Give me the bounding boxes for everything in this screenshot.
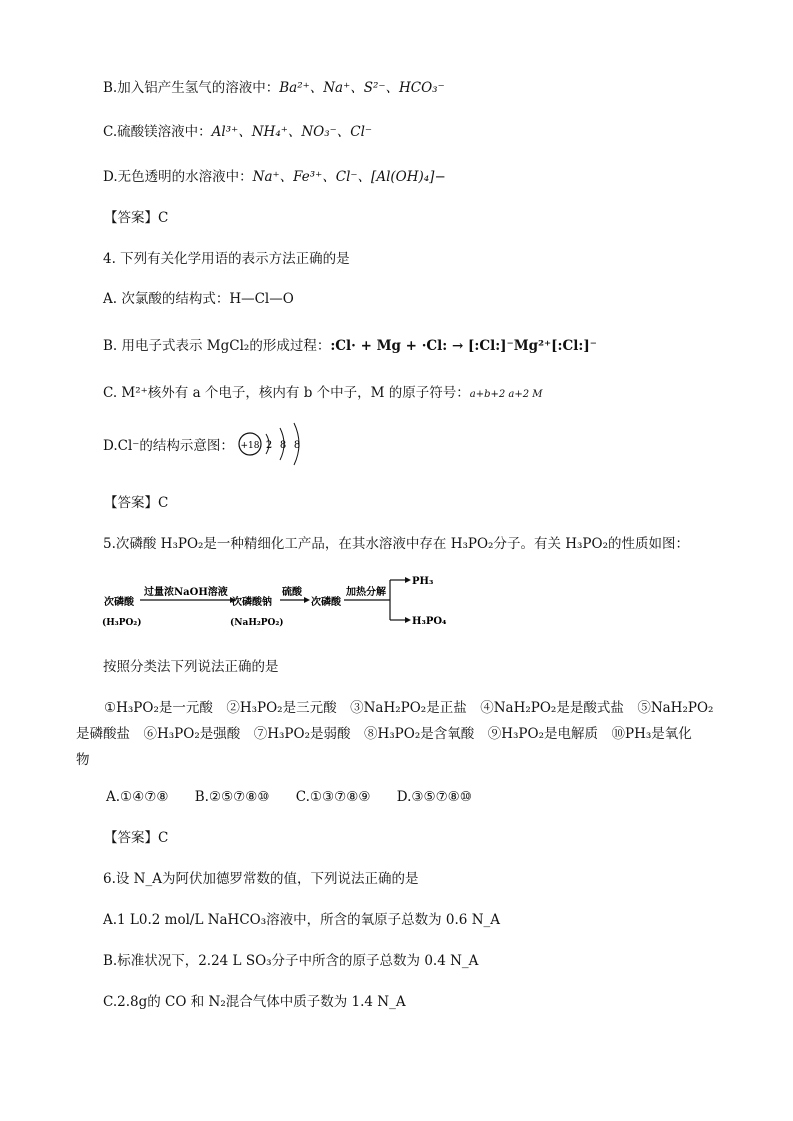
flow-mid: 次磷酸钠	[232, 597, 272, 608]
q5-intro: 按照分类法下列说法正确的是	[103, 659, 279, 675]
flow-step3: 加热分解	[346, 587, 386, 598]
q5-options	[106, 789, 494, 805]
q3-option-d	[103, 165, 446, 185]
q3-answer: 【答案】C	[104, 210, 169, 226]
q4-option-a: A. 次氯酸的结构式：H—Cl—O	[103, 291, 294, 307]
flow-product1: PH₃	[412, 576, 434, 587]
q4-option-c	[103, 381, 543, 401]
q5-statements-line3: 物	[76, 752, 90, 768]
hypophosphorous-flow-diagram	[100, 568, 460, 632]
q5-option-c: C.①③⑦⑧⑨	[295, 789, 371, 805]
flow-product2: H₃PO₄	[412, 616, 447, 627]
flow-step2: 硫酸	[282, 587, 302, 598]
q5-statements-line1: ①H₃PO₂是一元酸 ②H₃PO₂是三元酸 ③NaH₂PO₂是正盐 ④NaH₂PO₂是是酸式盐 ⑤NaH₂PO₂	[104, 700, 714, 716]
q6-stem: 6.设 N_A为阿伏加德罗常数的值，下列说法正确的是	[103, 871, 419, 887]
q4-option-d-text: D.Cl⁻的结构示意图：	[103, 438, 234, 454]
q3-option-b-text: B.加入铝产生氢气的溶液中：	[103, 80, 280, 96]
shell-1: 2	[265, 440, 273, 451]
flow-start-formula: (H₃PO₂)	[102, 618, 142, 628]
mgcl2-electron-formula: :Cl· + Mg + ·Cl: → [:Cl:]⁻Mg²⁺[:Cl:]⁻	[330, 338, 597, 354]
shell-2: 8	[279, 440, 287, 451]
nucleus-charge: +18	[240, 441, 260, 451]
shell-3: 8	[293, 440, 301, 451]
q6-option-b: B.标准状况下，2.24 L SO₃分子中所含的原子总数为 0.4 N_A	[103, 953, 479, 969]
q3-option-c-text: C.硫酸镁溶液中：	[103, 124, 212, 140]
q5-answer: 【答案】C	[104, 830, 169, 846]
q5-statements-line2: 是磷酸盐 ⑥H₃PO₂是强酸 ⑦H₃PO₂是弱酸 ⑧H₃PO₂是含氧酸 ⑨H₃PO₂是电解质 ⑩PH₃是氧化	[76, 726, 692, 742]
q6-option-a: A.1 L0.2 mol/L NaHCO₃溶液中，所含的氧原子总数为 0.6 N_A	[103, 912, 501, 928]
q4-option-b-text: B. 用电子式表示 MgCl₂的形成过程：	[103, 338, 331, 354]
q4-option-d	[103, 434, 234, 454]
q3-option-d-text: D.无色透明的水溶液中：	[103, 169, 253, 185]
q3-option-c	[103, 120, 372, 140]
q3-option-c-ions: Al³⁺、NH₄⁺、NO₃⁻、Cl⁻	[211, 124, 373, 140]
q3-option-b-ions: Ba²⁺、Na⁺、S²⁻、HCO₃⁻	[279, 80, 445, 96]
q6-option-c: C.2.8g的 CO 和 N₂混合气体中质子数为 1.4 N_A	[103, 994, 406, 1010]
q4-answer: 【答案】C	[104, 495, 169, 511]
q3-option-b	[103, 76, 445, 96]
flow-step1: 过量浓NaOH溶液	[144, 587, 228, 598]
q5-option-b: B.②⑤⑦⑧⑩	[194, 789, 270, 805]
flow-end: 次磷酸	[311, 597, 341, 608]
flow-start: 次磷酸	[104, 597, 134, 608]
atom-symbol: a+b+2 a+2 M	[469, 389, 543, 400]
q5-stem: 5.次磷酸 H₃PO₂是一种精细化工产品，在其水溶液中存在 H₃PO₂分子。有关 H₃PO₂的性质如图：	[103, 536, 689, 552]
q3-option-d-ions: Na⁺、Fe³⁺、Cl⁻、[Al(OH)₄]−	[252, 169, 446, 185]
q4-option-c-text: C. M²⁺核外有 a 个电子，核内有 b 个中子，M 的原子符号：	[103, 385, 470, 401]
chloride-structure-diagram	[236, 420, 316, 468]
q5-option-a: A.①④⑦⑧	[106, 789, 169, 805]
q4-option-b	[103, 334, 597, 354]
flow-mid-formula: (NaH₂PO₂)	[230, 618, 284, 628]
q5-option-d: D.③⑤⑦⑧⑩	[396, 789, 472, 805]
q4-stem: 4. 下列有关化学用语的表示方法正确的是	[103, 251, 350, 267]
